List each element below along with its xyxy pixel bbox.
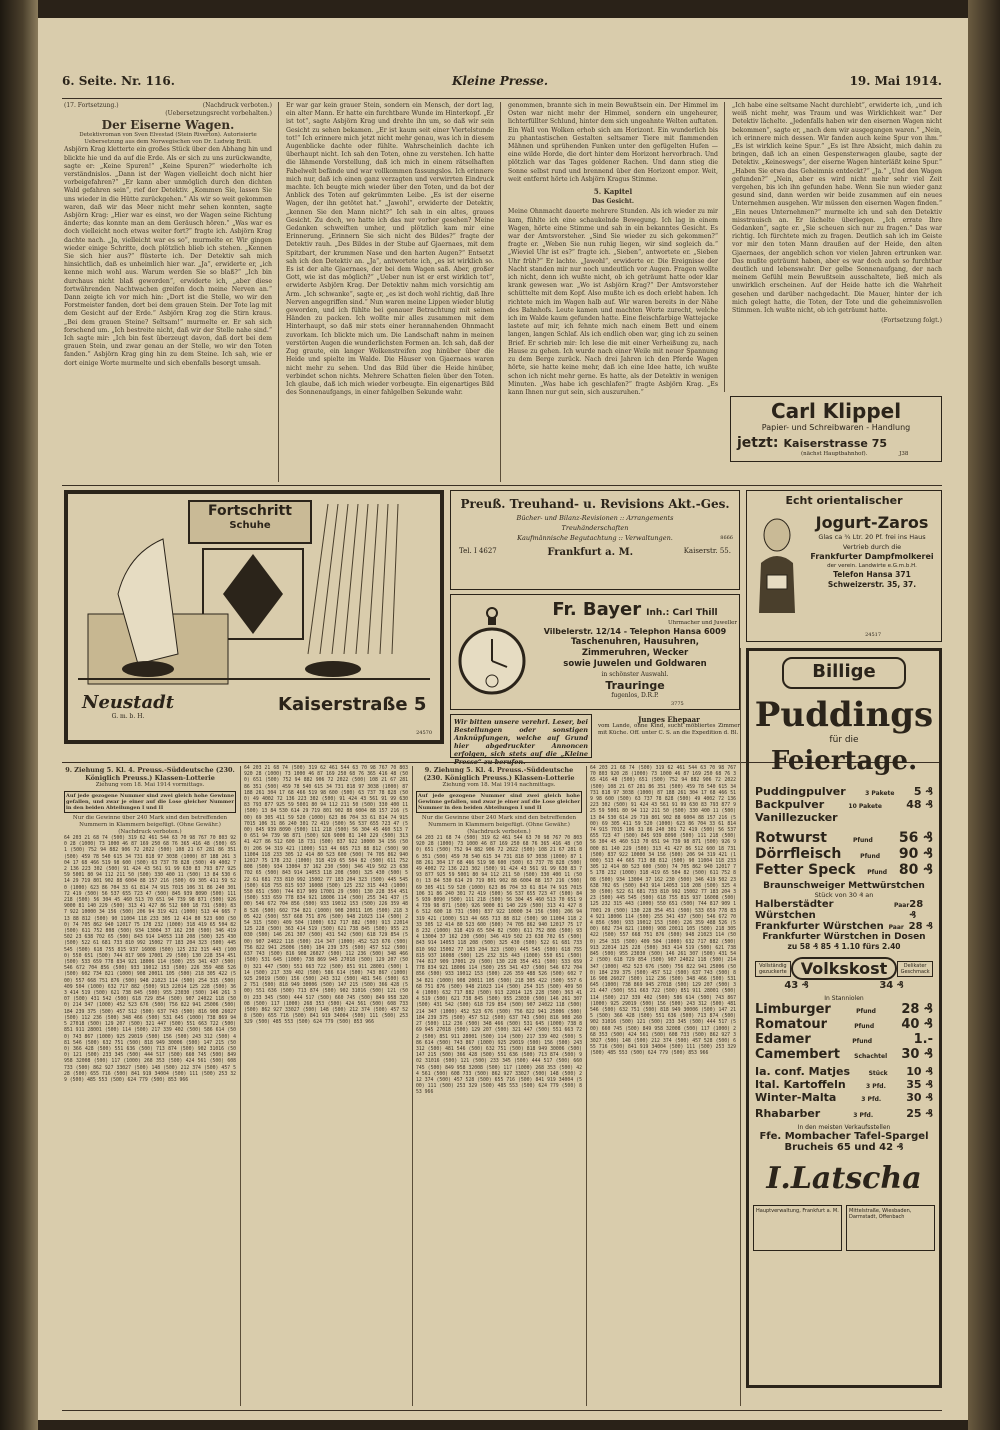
bayer-rings: Trauringe [605, 679, 665, 692]
story-column-1 [64, 102, 272, 482]
latscha-can-price: zu 58 ₰ 85 ₰ 1.10 fürs 2.40 [787, 942, 901, 951]
header-rule [62, 98, 942, 99]
bayer-rings-sub: fugenlos, D.R.P. [611, 692, 659, 699]
lottery-column-1 [64, 766, 236, 1406]
column-divider [412, 766, 413, 1406]
story-column-3 [508, 102, 718, 482]
lottery-numbers: 64 203 21 68 74 (500) 319 62 461 544 63 70 98 767 70 803 920 28 (1000) 73 1000 46 87 169 250 68 76 365 416 48 (500) 651 (500) 752 94 882 906 72 2022 (500) 108 21 67 281 86 351 (500) 459 78 540 615 34 731 818 97 3038 (1000) 87 188 261 304 17 68 466 519 98 600 (500) 63 737 78 828 (500) 49 4002 72 136 223 302 (500) 91 424 43 561 91 99 630 83 793 877 925 59 5001 80 94 112 211 50 (500) 330 400 11 (500) 13 84 530 614 29 719 801 902 88 6004 88 157 216 (500) 69 305 411 59 520 (1000) 623 86 704 33 61 814 74 915 7015 106 31 86 240 301 72 419 (500) 56 537 655 723 47 (500) 845 939 8090 (500) 111 218 (500) 56 304 45 460 513 70 651 94 739 98 871 (500) 926 9000 81 140 229 (500) 313 41 427 86 512 600 18 731 (500) 837 922 10000 34 156 (500) 206 94 319 421 (1000) 513 44 665 713 88 812 (500) 90 11004 118 233 305 12 414 80 523 600 (500) 74 705 862 940 12017 75 178 232 (1000) 318 419 65 504 82 (500) 611 752 808 (500) 934 13004 37 162 230 (500) 346 419 502 23 638 702 65 (500) 843 914 14053 118 208 (500) 325 430 (500) 522 61 681 733 810 992 15002 77 183 204 323 (500) 445 545 (500) 618 755 815 937 16008 (500) 125 232 315 443 (1000) 550 651 (500) 744 817 909 17001 29 (500) 130 228 354 451 (500) 533 659 778 834 921 18006 114 (500) 255 341 437 (500) 546 672 704 856 (500) 933 19012 153 (500) 226 359 488 526 (500) 602 734 821 (1000) 908 20011 105 (500) 218 305 422 (500) 557 668 751 876 (500) 948 21023 114 (500) 254 315 (500) 409 504 (1000) 632 717 882 (500) 913 22014 125 228 (500) 363 414 519 (500) 621 738 845 (500) 955 23030 (500) 146 261 307 (500) 431 542 (500) 618 729 854 (500) 907 24022 118 (500) 214 347 (1000) 452 523 676 (500) 756 822 941 25006 (500) 184 239 375 (500) 457 512 (500) 637 743 (500) 816 908 26027 (500) 112 236 (500) 348 466 (500) 531 645 (1000) 738 869 945 27018 (500) 129 207 (500) 321 447 (500) 551 663 722 (500) 851 911 28001 (500) 114 (500) 217 339 402 (500) 586 614 (500) 743 867 (1000) 925 29019 (500) 156 (500) 243 312 (500) 481 546 (500) 632 751 (500) 818 949 30006 (500) 147 215 (500) 366 428 (500) 551 636 (500) 713 874 (500) 902 31016 (500) 121 (500) 233 345 (500) 444 517 (500) 660 745 (500) 849 958 32008 (500) 117 (1000) 268 353 (500) 424 561 (500) 608 733 (500) 862 927 33027 (500) 148 (500) 212 374 (500) 457 528 (500) 655 716 (500) 841 919 34004 (500) 111 (500) 253 329 (500) 485 553 (500) 624 779 (500) 853 966 [64, 836, 236, 1083]
lottery-numbers: 64 203 21 68 74 (500) 319 62 461 544 63 70 98 767 70 803 920 28 (1000) 73 1000 46 87 169 250 68 76 365 416 48 (500) 651 (500) 752 94 882 906 72 2022 (500) 108 21 67 281 86 351 (500) 459 78 540 615 34 731 818 97 3038 (1000) 87 188 261 304 17 68 466 519 98 600 (500) 63 737 78 828 (500) 49 4002 72 136 223 302 (500) 91 424 43 561 91 99 630 83 793 877 925 59 5001 80 94 112 211 50 (500) 330 400 11 (500) 13 84 530 614 29 719 801 902 88 6004 88 157 216 (500) 69 305 411 59 520 (1000) 623 86 704 33 61 814 74 915 7015 106 31 86 240 301 72 419 (500) 56 537 655 723 47 (500) 845 939 8090 (500) 111 218 (500) 56 304 45 460 513 70 651 94 739 98 871 (500) 926 9000 81 140 229 (500) 313 41 427 86 512 600 18 731 (500) 837 922 10000 34 156 (500) 206 94 319 421 (1000) 513 44 665 713 88 812 (500) 90 11004 118 233 305 12 414 80 523 600 (500) 74 705 862 940 12017 75 178 232 (1000) 318 419 65 504 82 (500) 611 752 808 (500) 934 13004 37 162 230 (500) 346 419 502 23 638 702 65 (500) 843 914 14053 118 208 (500) 325 430 (500) 522 61 681 733 810 992 15002 77 183 204 323 (500) 445 545 (500) 618 755 815 937 16008 (500) 125 232 315 443 (1000) 550 651 (500) 744 817 909 17001 29 (500) 130 228 354 451 (500) 533 659 778 834 921 18006 114 (500) 255 341 437 (500) 546 672 704 856 (500) 933 19012 153 (500) 226 359 488 526 (500) 602 734 821 (1000) 908 20011 105 (500) 218 305 422 (500) 557 668 751 876 (500) 948 21023 114 (500) 254 315 (500) 409 504 (1000) 632 717 882 (500) 913 22014 125 228 (500) 363 414 519 (500) 621 738 845 (500) 955 23030 (500) 146 261 307 (500) 431 542 (500) 618 729 854 (500) 907 24022 118 (500) 214 347 (1000) 452 523 676 (500) 756 822 941 25006 (500) 184 239 375 (500) 457 512 (500) 637 743 (500) 816 908 26027 (500) 112 236 (500) 348 466 (500) 531 645 (1000) 738 869 945 27018 (500) 129 207 (500) 321 447 (500) 551 663 722 (500) 851 911 28001 (500) 114 (500) 217 339 402 (500) 586 614 (500) 743 867 (1000) 925 29019 (500) 156 (500) 243 312 (500) 481 546 (500) 632 751 (500) 818 949 30006 (500) 147 215 (500) 366 428 (500) 551 636 (500) 713 874 (500) 902 31016 (500) 121 (500) 233 345 (500) 444 517 (500) 660 745 (500) 849 958 32008 (500) 117 (1000) 268 353 (500) 424 561 (500) 608 733 (500) 862 927 33027 (500) 148 (500) 212 374 (500) 457 528 (500) 655 716 (500) 841 919 34004 (500) 111 (500) 253 329 (500) 485 553 (500) 624 779 (500) 853 966 [590, 766, 736, 1057]
branches-right: Mittelstraße, Wiesbaden, Darmstadt, Offenbach [846, 1205, 935, 1251]
ad-carl-klippel [730, 396, 942, 462]
woman-portrait [751, 513, 803, 613]
latscha-sausage: Braunschweiger Mettwürstchen [763, 881, 925, 891]
branches [753, 1205, 935, 1251]
treuhand-line3: Kaufmännische Begutachtung :: Verwaltungen. [517, 534, 673, 542]
price-row: Winter-Malta 3 Pfd. 30 ₰ [755, 1091, 933, 1104]
column-divider [240, 766, 241, 1406]
section-rule [62, 485, 942, 486]
bayer-line4: in schönster Auswahl. [601, 671, 669, 678]
chapter-subheading: Das Gesicht. [591, 198, 635, 206]
klippel-code: J38 [899, 451, 909, 457]
volkskost-title: Volkskost [791, 957, 898, 980]
page-number: 6. Seite. Nr. 116. [62, 74, 175, 88]
price-row: Puddingpulver 3 Pakete 5 ₰ [755, 785, 933, 798]
price-row: Edamer Pfund 1.- [755, 1032, 933, 1047]
latscha-top: Billige [782, 657, 906, 689]
chapter-heading: 5. Kapitel [593, 187, 633, 197]
lottery-numbers: 64 203 21 68 74 (500) 319 62 461 544 63 70 98 767 70 803 920 28 (1000) 73 1000 46 87 169 250 68 76 365 416 48 (500) 651 (500) 752 94 882 906 72 2022 (500) 108 21 67 281 86 351 (500) 459 78 540 615 34 731 818 97 3038 (1000) 87 188 261 304 17 68 466 519 98 600 (500) 63 737 78 828 (500) 49 4002 72 136 223 302 (500) 91 424 43 561 91 99 630 83 793 877 925 59 5001 80 94 112 211 50 (500) 330 400 11 (500) 13 84 530 614 29 719 801 902 88 6004 88 157 216 (500) 69 305 411 59 520 (1000) 623 86 704 33 61 814 74 915 7015 106 31 86 240 301 72 419 (500) 56 537 655 723 47 (500) 845 939 8090 (500) 111 218 (500) 56 304 45 460 513 70 651 94 739 98 871 (500) 926 9000 81 140 229 (500) 313 41 427 86 512 600 18 731 (500) 837 922 10000 34 156 (500) 206 94 319 421 (1000) 513 44 665 713 88 812 (500) 90 11004 118 233 305 12 414 80 523 600 (500) 74 705 862 940 12017 75 178 232 (1000) 318 419 65 504 82 (500) 611 752 808 (500) 934 13004 37 162 230 (500) 346 419 502 23 638 702 65 (500) 843 914 14053 118 208 (500) 325 430 (500) 522 61 681 733 810 992 15002 77 183 204 323 (500) 445 545 (500) 618 755 815 937 16008 (500) 125 232 315 443 (1000) 550 651 (500) 744 817 909 17001 29 (500) 130 228 354 451 (500) 533 659 778 834 921 18006 114 (500) 255 341 437 (500) 546 672 704 856 (500) 933 19012 153 (500) 226 359 488 526 (500) 602 734 821 (1000) 908 20011 105 (500) 218 305 422 (500) 557 668 751 876 (500) 948 21023 114 (500) 254 315 (500) 409 504 (1000) 632 717 882 (500) 913 22014 125 228 (500) 363 414 519 (500) 621 738 845 (500) 955 23030 (500) 146 261 307 (500) 431 542 (500) 618 729 854 (500) 907 24022 118 (500) 214 347 (1000) 452 523 676 (500) 756 822 941 25006 (500) 184 239 375 (500) 457 512 (500) 637 743 (500) 816 908 26027 (500) 112 236 (500) 348 466 (500) 531 645 (1000) 738 869 945 27018 (500) 129 207 (500) 321 447 (500) 551 663 722 (500) 851 911 28001 (500) 114 (500) 217 339 402 (500) 586 614 (500) 743 867 (1000) 925 29019 (500) 156 (500) 243 312 (500) 481 546 (500) 632 751 (500) 818 949 30006 (500) 147 215 (500) 366 428 (500) 551 636 (500) 713 874 (500) 902 31016 (500) 121 (500) 233 345 (500) 444 517 (500) 660 745 (500) 849 958 32008 (500) 117 (1000) 268 353 (500) 424 561 (500) 608 733 (500) 862 927 33027 (500) 148 (500) 212 374 (500) 457 528 (500) 655 716 (500) 841 919 34004 (500) 111 (500) 253 329 (500) 485 553 (500) 624 779 (500) 853 966 [416, 836, 582, 1096]
column-divider [586, 766, 587, 1406]
ad-latscha-puddings [746, 648, 942, 1388]
bayer-code: 3775 [671, 701, 684, 707]
column-divider [278, 102, 279, 482]
story-continuation: (17. Fortsetzung.) [64, 102, 119, 109]
treuhand-tel: Tel. I 4627 [459, 547, 497, 555]
price-row: Rotwurst Pfund 56 ₰ [755, 830, 933, 846]
ad-fortschritt-schuhe [64, 490, 444, 744]
fortschritt-street: Kaiserstraße 5 [278, 694, 427, 715]
volkskost-prices: 43 ₰ 34 ₰ [784, 980, 904, 991]
bayer-owner: Inh.: Carl Thill [646, 608, 718, 618]
bayer-address: Vilbelerstr. 12/14 - Telephon Hansa 6009 [543, 627, 727, 636]
lottery-date-am: Ziehung vom 18. Mai 1914 vormittags. [95, 782, 205, 788]
fortschritt-code: 24570 [416, 730, 432, 736]
diamond-emblem [223, 554, 283, 634]
fortschritt-city: Neustadt [82, 692, 175, 713]
spargel-price: Brucheis 65 und 42 ₰ [784, 1142, 904, 1153]
price-row: Ia. conf. Matjes Stück 10 ₰ [755, 1065, 933, 1078]
issue-date: 19. Mai 1914. [849, 74, 942, 88]
classified-ehepaar [598, 716, 740, 758]
story-text-3: genommen, brannte sich in mein Bewußtsein ein. Der Himmel im Osten war nicht mehr der Himmel, sondern ein ungeheurer, lichterfüllter Schlund, hinter dem sich ungeahnte Welten auftaten. Ein Wall von Wolken erhob sich am Horizont. Ein wunderlich bis zu phantastischen Gestalten seltsamer Tiere mit flammenden Mähnen und sprühenden Funken unter den gefügelten Hufen — eine wilde Horde, die dort hinter dem Horizont hervorbrach. Und plötzlich war das Tages goldener Rachen. Und dann stieg die Sonne selbst rund und brennend über den Horizont empor. Weit, weit entfernt hörte ich Asbjörn Kragus Stimme. [508, 102, 718, 183]
treuhand-name: Preuß. Treuhand- u. Revisions Akt.-Ges. [460, 497, 730, 511]
price-row: Romatour Pfund 40 ₰ [755, 1017, 933, 1032]
jogurt-line3: der verein. Landwirte e.G.m.b.H. [827, 563, 917, 569]
reader-notice: Wir bitten unsere verehrl. Leser, bei Bestellungen oder sonstigen Anknüpfungen, welche auf Grund hier abgedruckter Annoncen erfolgen, sich stets auf die „Kleine Presse“ zu berufen. [450, 714, 592, 758]
bayer-line1: Taschenuhren, Hausuhren, [570, 637, 699, 647]
lottery-note-pm: Nur die Gewinne über 240 Mark sind den betreffenden Nummern in Klammern beigefügt. (Ohne Gewähr.) (Nachdruck verboten.) [421, 815, 577, 835]
lottery-rule-pm: Auf jede gezogene Nummer sind zwei gleich hohe Gewinne gefallen, und zwar je einer auf die Lose gleicher Nummer in den beiden Abteilungen I und II [418, 793, 580, 811]
newspaper-title: Kleine Presse. [452, 74, 549, 88]
to-be-continued: (Fortsetzung folgt.) [881, 317, 942, 325]
price-row: Camembert Schachtel 30 ₰ [755, 1047, 933, 1062]
price-row: Rhabarber 3 Pfd. 25 ₰ [755, 1107, 933, 1120]
page-header [62, 74, 942, 96]
price-row: Backpulver 10 Pakete 48 ₰ [755, 798, 933, 811]
story-text-2: Er war gar kein grauer Stein, sondern ein Mensch, der dort lag, ein alter Mann. Er hatte ein furchtbare Wunde im Hinterkopf. „Er ist tot“, sagte Asbjörn Krag und drehte ihn um, so daß wir sein Gesicht zu sehen bekamen. „Er ist kaum seit einer Viertelstunde tot!“ Ich erinnere mich jetzt nicht mehr genau, was ich in diesem Augenblicke dachte oder fühlte. Wahrscheinlich dachte ich überhaupt nicht. Ich sah den Toten, ohne zu verstehen. Ich hatte die lähmende Vorstellung, daß ich mich in einem rätselhaften Fabelwelt befände und war vollkommen fassungslos. Ich erinnere mich nur, daß ich einen ganz verzagten und verwirrten Eindruck machte. Ich beugte mich wieder über den Toten, und da bot der Anblick des Toten auf gekrümmten Leibe. „Es ist der eiserne Wagen, der ihn getötet hat.“ „Jawohl“, erwiderte der Detektiv, „kennen Sie den Mann nicht?“ Ich sah in ein altes, graues Gesicht. Zu doch, wo hatte ich das nur vorher gesehen? Meine Gedanken schweiften umher, und plötzlich kam mir eine Erinnerung. „Erinnern Sie sich nicht des Bildes?“ fragte der Detektiv rauh. „Des Bildes in der Stube auf Gjaernaes, mit dem Spitzbart, der krummen Nase und den harten Augen?“ Entsetzt sah ich den Detektiv an. „Ja“, antwortete ich, „es ist wirklich so. Es ist der alte Gjaernaes, der bei dem Wagen saß. Aber, großer Gott, wie ist das möglich?“ „Ueber nun ist er erst wirklich tot“, erwiderte Asbjörn Krag. Der Detektiv nahm mich vorsichtig am Arm. „Ich schwanke“, sagte er, „es ist doch wohl richtig, daß Ihre Nerven angegriffen sind.“ Nun waren meine Lippen wieder blutig geworden, und ich fühlte bei genauer Betrachtung mit seinen Händen zu packen. Ich wollte mir alles zusammen mit dem Hinterhaupt, so daß mir stets einer herannahenden Ohnmacht zuvorkam. Ich blickte mich um. Die Landschaft nahm in meinen verstörten Augen die wunderlichsten Formen an. Ich sah, daß der Zug graute, ein langer Wolkenstreifen zog hinüber über die Heide und spielte im Walde. Die Häuser von Gjaernaes waren nicht mehr zu sehen. Und das Bild über die Heide hinüber, verbindet schon nichts. Mehrere Schatten fielen über den Toten. Ich glaube, daß ich mich wieder vorbeugte. Ein eigenartiges Bild des Sonnenaufgangs, in einer fahlgelben Sekunde wahr. [286, 102, 494, 397]
jogurt-title1: Echt orientalischer [785, 494, 903, 507]
branches-left: Hauptverwaltung, Frankfurt a. M. [753, 1205, 842, 1251]
story-column-4 [732, 102, 942, 386]
spargel-head: In den meisten Verkaufsstellen [797, 1124, 891, 1131]
klippel-now: jetzt: [737, 435, 779, 451]
newspaper-page [38, 18, 968, 1420]
volkskost-right: Delikater Geschmack [897, 961, 933, 977]
jogurt-line1: Vertrieb durch die [842, 543, 902, 551]
lottery-numbers: 64 203 21 68 74 (500) 319 62 461 544 63 70 98 767 70 803 920 28 (1000) 73 1000 46 87 169 250 68 76 365 416 48 (500) 651 (500) 752 94 882 906 72 2022 (500) 108 21 67 281 86 351 (500) 459 78 540 615 34 731 818 97 3038 (1000) 87 188 261 304 17 68 466 519 98 600 (500) 63 737 78 828 (500) 49 4002 72 136 223 302 (500) 91 424 43 561 91 99 630 83 793 877 925 59 5001 80 94 112 211 50 (500) 330 400 11 (500) 13 84 530 614 29 719 801 902 88 6004 88 157 216 (500) 69 305 411 59 520 (1000) 623 86 704 33 61 814 74 915 7015 106 31 86 240 301 72 419 (500) 56 537 655 723 47 (500) 845 939 8090 (500) 111 218 (500) 56 304 45 460 513 70 651 94 739 98 871 (500) 926 9000 81 140 229 (500) 313 41 427 86 512 600 18 731 (500) 837 922 10000 34 156 (500) 206 94 319 421 (1000) 513 44 665 713 88 812 (500) 90 11004 118 233 305 12 414 80 523 600 (500) 74 705 862 940 12017 75 178 232 (1000) 318 419 65 504 82 (500) 611 752 808 (500) 934 13004 37 162 230 (500) 346 419 502 23 638 702 65 (500) 843 914 14053 118 208 (500) 325 430 (500) 522 61 681 733 810 992 15002 77 183 204 323 (500) 445 545 (500) 618 755 815 937 16008 (500) 125 232 315 443 (1000) 550 651 (500) 744 817 909 17001 29 (500) 130 228 354 451 (500) 533 659 778 834 921 18006 114 (500) 255 341 437 (500) 546 672 704 856 (500) 933 19012 153 (500) 226 359 488 526 (500) 602 734 821 (1000) 908 20011 105 (500) 218 305 422 (500) 557 668 751 876 (500) 948 21023 114 (500) 254 315 (500) 409 504 (1000) 632 717 882 (500) 913 22014 125 228 (500) 363 414 519 (500) 621 738 845 (500) 955 23030 (500) 146 261 307 (500) 431 542 (500) 618 729 854 (500) 907 24022 118 (500) 214 347 (1000) 452 523 676 (500) 756 822 941 25006 (500) 184 239 375 (500) 457 512 (500) 637 743 (500) 816 908 26027 (500) 112 236 (500) 348 466 (500) 531 645 (1000) 738 869 945 27018 (500) 129 207 (500) 321 447 (500) 551 663 722 (500) 851 911 28001 (500) 114 (500) 217 339 402 (500) 586 614 (500) 743 867 (1000) 925 29019 (500) 156 (500) 243 312 (500) 481 546 (500) 632 751 (500) 818 949 30006 (500) 147 215 (500) 366 428 (500) 551 636 (500) 713 874 (500) 902 31016 (500) 121 (500) 233 345 (500) 444 517 (500) 660 745 (500) 849 958 32008 (500) 117 (1000) 268 353 (500) 424 561 (500) 608 733 (500) 862 927 33027 (500) 148 (500) 212 374 (500) 457 528 (500) 655 716 (500) 841 919 34004 (500) 111 (500) 253 329 (500) 485 553 (500) 624 779 (500) 853 966 [244, 766, 408, 1026]
fortschritt-product: Schuhe [229, 520, 271, 531]
price-row: Ital. Kartoffeln 3 Pfd. 35 ₰ [755, 1078, 933, 1091]
latscha-logo: I.Latscha [766, 1161, 922, 1196]
lottery-heading-pm: 9. Ziehung 5. Kl. 4. Preuss.-Süddeutsche (230. Königlich Preuss.) Klassen-Lotterie [423, 766, 575, 782]
bayer-line3: sowie Juwelen und Goldwaren [563, 659, 707, 669]
jogurt-code: 24517 [865, 632, 881, 638]
footer-rule [62, 1410, 942, 1411]
price-row: Halberstädter Würstchen Paar 28 ₰ [755, 899, 924, 921]
story-text-1: Asbjörn Krag kletterte ein großes Stück über den Abhang hin und blickte hie und da auf die Erde. Als er sich zu uns zurückwandte, sagte er: „Keine Spuren!“ „Keine Spuren?“ wiederholte ich verständnislos. „Dann ist der Wagen vielleicht doch nicht hier vorbeigefahren?“ „Er kann aber unmöglich durch den dichten Wald gefahren sein“, rief der Detektiv. „Kommen Sie, lassen Sie uns wieder in die Hütte zurückgehen.“ Als wir so weit gekommen waren, daß wir das Meer nicht mehr sehen konnten, sagte Asbjörn Krag: „Hier war es einst, wo der Wagen seine Richtung änderte; das konnte man an dem Geräusch hören.“ „Was war es doch vielleicht noch etwas weiter fort?“ fragte ich. Asbjörn Krag dachte nach. „Ja, vielleicht war es so“, murmelte er. Wir gingen wieder einige Schritte, doch plötzlich blieb ich stehen. „Kennen Sie sich hier aus?“ flüsterte ich. Der Detektiv sah mich hinsichtlich, daß es unheimlich hier war. „Ja“, erwiderte er, „ich kenne mich wohl aus. Warum werden Sie so blaß?“ „Ich bin durchaus nicht blaß geworden“, erwiderte ich, „aber diese fortwährenden Nachtwachen greifen doch meine Nerven an.“ Dann zeigte ich vor mich hin: „Dort ist die Stelle, wo wir den Forstmeister fanden, dort bei dem grauen Stein. Der Tote lag mit dem Gesicht auf der Erde.“ Asbjörn Krag zog die Stirn kraus. „Bei dem grauen Steine? Seltsam!“ murmelte er. Er sah sich forschend um. „Ich bestreite nicht, daß wir der Stelle nahe sind.“ Ich sagte mir: „Ich bin fest überzeugt davon, daß dort bei dem grauen Stein, und zwar genau an der Stelle, wo wir den Toten fanden.“ Asbjörn Krag ging hin zu dem Steine. Ich sah, wie er dort einige Worte murmelte und sich ebenfalls besorgt umsah. [64, 146, 272, 367]
treuhand-code: 8666 [720, 535, 733, 541]
latscha-holiday: Feiertage. [770, 746, 918, 776]
column-divider [724, 102, 725, 392]
treuhand-street: Kaiserstr. 55. [683, 547, 731, 555]
ad-fr-bayer [450, 594, 740, 710]
bayer-name: Fr. Bayer [552, 599, 642, 620]
story-text-4: „Ich habe eine seltsame Nacht durchlebt“, erwiderte ich, „und ich weiß nicht mehr, was Traum und was Wirklichkeit war.“ Der Detektiv lächelte. „Jedenfalls haben wir den eisernen Wagen nicht bekommen“, sagte er, „nach dem wir ausgegangen waren.“ „Nein, ich erinnere mich dessen. Wir fanden auch keine Spur von ihm.“ „Es ist wirklich keine Spur.“ „Es ist Ihre Absicht, mich dahin zu bringen, daß ich an einen Gespensterwagen glaube, sagte der Detektiv. „Keineswegs“, der eiserne Wagen hinterläßt keine Spur.“ „Haben Sie etwa das Geheimnis entdeckt?“ „Ja.“ „Und den Wagen gefunden?“ „Nein, aber es wird nicht mehr sehr viel Zeit vergehen, bis ich ihn gefunden habe. Wenn Sie nun wieder ganz gesund sind, dann werden wir beide zusammen auf ein neues Unternehmen ausgehen. Wir müssen den eisernen Wagen finden.“ „Ein neues Unternehmen?“ murmelte ich und sah den Detektiv misstrauisch an. Er lächelte überlegen. „Ich errate Ihre Gedanken“, sagte er. „Sie scheuen sich nur zu fragen.“ Das war richtig. Ich fürchtete mich zu fragen. Deutlich sah ich im Geiste vor mir den toten Mann draußen auf der Heide, den alten Gjaernaes, der angeblich schon vor vielen Jahren ertrunken war. Das mußte geträumt haben, aber es war doch auch so furchtbar deutlich und lebenswahr. Der gelbe Sonnenaufgang, der nach meinem Gefühl mein Bewußtsein ausschaltete, ließ mich als unwirklich erscheinen. Auf der Heide hatte ich die Wahrheit gesehen und darüber nachgedacht. Die Mauer, hinter der ich mich gelegt hatte, die Toten, der Tote und die geheimnisvollen Stimmen. Ich wußte nicht, ob ich geträumt hatte. [732, 102, 942, 315]
latscha-sausage-price: Stück von 30 ₰ an [814, 891, 874, 899]
book-gutter-edge [0, 0, 38, 1430]
latscha-title: Puddings [754, 695, 934, 735]
fortschritt-company: G. m. b. H. [111, 713, 145, 720]
ehepaar-text: vom Lande, ohne Kind, sucht möbliertes Zimmer mit Küche. Off. unter C. S. an die Expedition d. Bl. [598, 723, 740, 736]
klippel-address: Kaiserstrasse 75 [783, 437, 888, 450]
ehepaar-title: Junges Ehepaar [638, 715, 700, 724]
price-row: Fetter Speck Pfund 80 ₰ [755, 862, 933, 878]
lottery-note-am: Nur die Gewinne über 240 Mark sind den betreffenden Nummern in Klammern beigefügt. (Ohne Gewähr.) (Nachdruck verboten.) [72, 815, 228, 835]
lottery-rule-am: Auf jede gezogene Nummer sind zwei gleich hohe Gewinne gefallen, und zwar je einer auf die Lose gleicher Nummer in den beiden Abteilungen I und II [66, 793, 234, 811]
fortschritt-brand: Fortschritt [208, 503, 292, 519]
lottery-column-3 [416, 766, 582, 1406]
price-row: Limburger Pfund 28 ₰ [755, 1002, 933, 1017]
treuhand-line2: Treuhänderschaften [561, 524, 629, 532]
price-row: Vanillezucker [755, 811, 838, 824]
bayer-trade: Uhrmacher und Juweller [667, 620, 737, 626]
jogurt-price: Glas ca ¾ Ltr. 20 Pf. frei ins Haus [818, 533, 926, 541]
story-text-3b: Meine Ohnmacht dauerte mehrere Stunden. Als ich wieder zu mir kam, fühlte ich eine schaukelnde Bewegung. Ich lag in einem Wagen, hörte eine Stimme und sah in ein bekanntes Gesicht. Es war der Amtsvorsteher. „Sind Sie wieder zu sich gekommen?“ fragte er. „Weben Sie nun ruhig liegen, wir sind sogleich da.“ „Wieviel Uhr ist es?“ fragte ich. „Sieben“, antwortete er. „Sieben Uhr früh?“ Er lachte. „Jawohl“, erwiderte er. Die Ereignisse der Nacht standen mir nur noch undeutlich vor Augen. Fragen wollte ich nicht, denn ich wußte nicht, ob ich geträumt hatte oder klar krank gewesen war. „Wo ist Asbjörn Krag?“ Der Amtsvorsteher schüttelte mit dem Kopf. Also mußte ich es doch erlebt haben. Ich richtete mich im Wagen halb auf. Wir waren bereits in der Nähe des Bahnhofs. Leute kamen und machten Worte zurecht, welche ich im Walde kaum gefunden hatte. Eine fleischfarbige Wattejacke lastete auf mir, ich fehnte mich nach einem Bett und einem langen, langen Schlaf. Als ich endlich oben war, ging ich zu seinen Brief. Er schrieb mir: Ich lese die mit einer Verheißung zu, nach Hause zu gehen. Ich wurde nach einer Weile mit neuer Spannung zu dem Berge zurück. Nach drei Jahren ich den Pferde Wagen hörte, sie hatte keine mehr, daß ich eine Idee hatte, ich wußte schon ich nicht mehr gerne. Es hatte, als der Detektiv in wenigen Minuten. „Was habe ich geschlafen?“ fragte Asbjörn Krag. „Es kann Ihnen nur gut sein, sich auszuruhen.“ [508, 208, 718, 396]
story-column-2 [286, 102, 494, 482]
shoe-icon [305, 661, 361, 677]
lottery-date-pm: Ziehung vom 18. Mai 1914 nachmittags. [442, 782, 556, 788]
klippel-trade: Papier- und Schreibwaren - Handlung [761, 423, 911, 432]
shoe-icon [122, 661, 174, 677]
story-title: Der Eiserne Wagen. [101, 118, 235, 133]
latscha-can: Frankfurter Würstchen in Dosen [762, 932, 926, 942]
volkskost-left: Vollständig gezuckerte [755, 961, 791, 977]
treuhand-line1: Bücher- und Bilanz-Revisionen :: Arrangements [516, 514, 674, 522]
spargel-title: Ffe. Mombacher Tafel-Spargel [759, 1131, 929, 1142]
volkskost-row [755, 957, 933, 980]
cheese-head: In Stanniolen [824, 995, 864, 1002]
latscha-for: für die [829, 735, 859, 745]
story-subtitle: Detektivroman von Sven Elvestad (Stein Riverton). Autorisierte Uebersetzung aus dem Norwegischen von Dr. Ludwig Brüll. [79, 132, 257, 146]
jogurt-dairy: Frankfurter Dampfmolkerei [810, 552, 934, 561]
story-notice: (Nachdruck verboten.) (Uebersetzungsrecht vorbehalten.) [165, 102, 272, 118]
klippel-name: Carl Klippel [770, 399, 902, 423]
column-divider [500, 102, 501, 482]
lottery-heading-am: 9. Ziehung 5. Kl. 4. Preuss.-Süddeutsche (230. Königlich Preuss.) Klassen-Lotterie [65, 766, 235, 782]
column-divider [740, 648, 741, 1406]
bayer-line2: Zimmeruhren, Wecker [581, 648, 689, 658]
pocket-watch-icon [457, 603, 527, 703]
jogurt-tel: Telefon Hansa 371 [833, 570, 911, 579]
treuhand-city: Frankfurt a. M. [547, 547, 634, 558]
price-row: Dörrfleisch Pfund 90 ₰ [755, 846, 933, 862]
ad-treuhand [450, 490, 740, 590]
jogurt-street: Schweizerstr. 35, 37. [827, 580, 917, 589]
ad-jogurt-zaros [746, 490, 942, 642]
klippel-note: (nächst Hauptbahnhof). [801, 451, 868, 457]
jogurt-title2: Jogurt-Zaros [815, 513, 929, 532]
price-row: Frankfurter Würstchen Paar 28 ₰ [755, 921, 933, 932]
next-page-edge [968, 0, 1000, 1430]
